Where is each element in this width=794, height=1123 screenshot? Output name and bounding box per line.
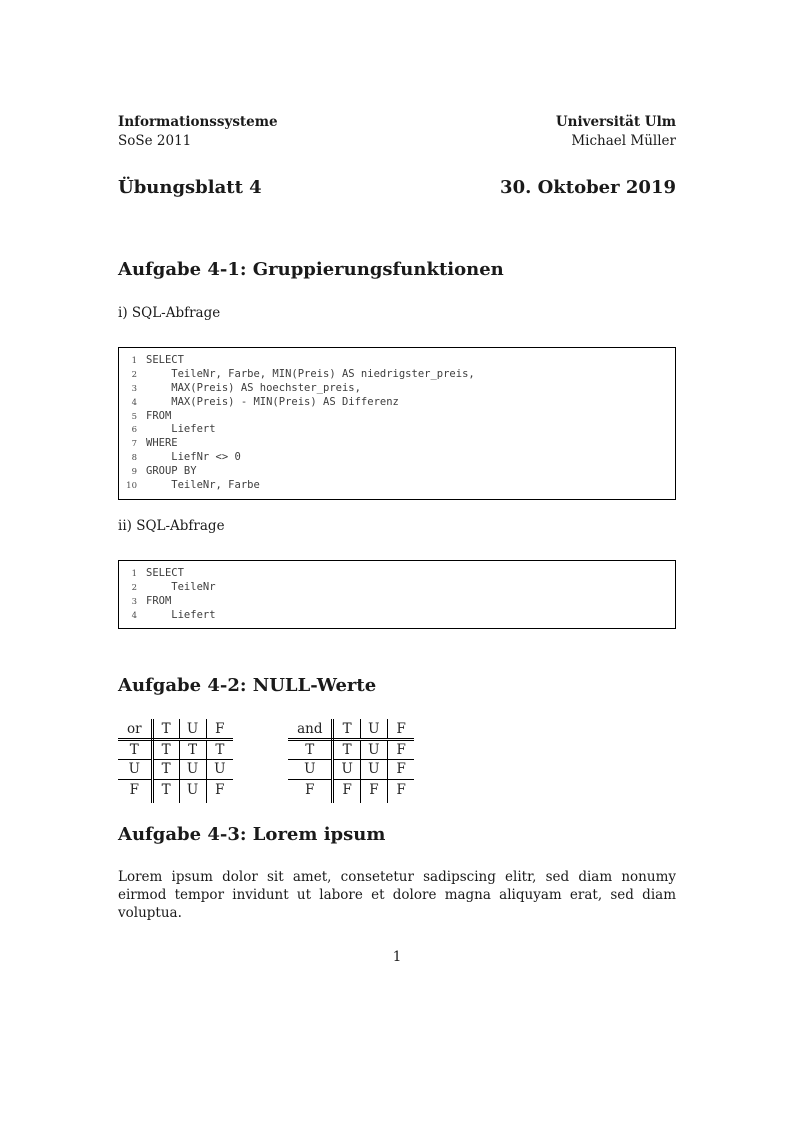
truth-cell: T bbox=[179, 739, 206, 759]
code-text: FROM bbox=[146, 594, 172, 607]
operator-label: or bbox=[118, 719, 152, 739]
code-line bbox=[126, 581, 667, 595]
university-name: Universität Ulm bbox=[555, 114, 676, 130]
row-label: T bbox=[288, 739, 333, 759]
truth-cell: U bbox=[206, 759, 233, 779]
row-label: F bbox=[118, 779, 152, 803]
truth-cell: U bbox=[179, 779, 206, 803]
line-number: 5 bbox=[131, 411, 137, 422]
line-number: 1 bbox=[131, 568, 137, 579]
truth-table-row bbox=[288, 779, 414, 803]
code-line bbox=[126, 465, 667, 479]
truth-tables-row bbox=[118, 719, 676, 803]
operator-label: and bbox=[288, 719, 333, 739]
code-text: FROM bbox=[146, 409, 172, 422]
truth-cell: T bbox=[152, 739, 179, 759]
truth-cell: U bbox=[333, 759, 360, 779]
line-number: 10 bbox=[126, 481, 137, 492]
code-text: TeileNr bbox=[146, 580, 216, 593]
truth-header-cell: U bbox=[179, 719, 206, 739]
line-number: 2 bbox=[131, 369, 137, 380]
code-line bbox=[126, 437, 667, 451]
code-text: TeileNr, Farbe bbox=[146, 479, 260, 492]
header-right bbox=[556, 113, 676, 150]
truth-cell: T bbox=[152, 779, 179, 803]
truth-table-row bbox=[118, 739, 233, 759]
line-number: 2 bbox=[131, 582, 137, 593]
truth-cell: U bbox=[360, 759, 387, 779]
truth-cell: F bbox=[387, 739, 414, 759]
sql-listing-1 bbox=[118, 347, 676, 500]
code-line bbox=[126, 368, 667, 382]
code-line bbox=[126, 396, 667, 410]
row-label: F bbox=[288, 779, 333, 803]
code-text: LiefNr <> 0 bbox=[146, 451, 241, 464]
code-line bbox=[126, 595, 667, 609]
section-heading-aufgabe-4-3: Aufgabe 4-3: Lorem ipsum bbox=[118, 824, 386, 846]
line-number: 3 bbox=[131, 383, 137, 394]
truth-table-and bbox=[288, 719, 414, 803]
truth-table-row bbox=[118, 779, 233, 803]
code-text: TeileNr, Farbe, MIN(Preis) AS niedrigster_preis, bbox=[146, 367, 475, 380]
sql-listing-2 bbox=[118, 560, 676, 630]
truth-table-row bbox=[288, 739, 414, 759]
row-label: U bbox=[288, 759, 333, 779]
code-line bbox=[126, 410, 667, 424]
line-number: 4 bbox=[131, 610, 137, 621]
title-row bbox=[118, 176, 676, 199]
code-line bbox=[126, 609, 667, 623]
code-text: Liefert bbox=[146, 608, 216, 621]
truth-header-cell: F bbox=[206, 719, 233, 739]
semester-label: SoSe 2011 bbox=[118, 133, 192, 149]
truth-table-header-row bbox=[288, 719, 414, 739]
truth-cell: F bbox=[387, 779, 414, 803]
header-left bbox=[118, 113, 278, 150]
line-number: 6 bbox=[131, 425, 137, 436]
line-number: 7 bbox=[131, 439, 137, 450]
line-number: 9 bbox=[131, 467, 137, 478]
truth-cell: T bbox=[333, 739, 360, 759]
code-line bbox=[126, 479, 667, 493]
truth-cell: F bbox=[387, 759, 414, 779]
row-label: T bbox=[118, 739, 152, 759]
code-line bbox=[126, 423, 667, 437]
author-name: Michael Müller bbox=[571, 133, 676, 149]
truth-table-row bbox=[118, 759, 233, 779]
code-text: MAX(Preis) AS hoechster_preis, bbox=[146, 381, 361, 394]
truth-cell: T bbox=[152, 759, 179, 779]
code-text: GROUP BY bbox=[146, 465, 197, 478]
truth-cell: F bbox=[360, 779, 387, 803]
truth-cell: F bbox=[206, 779, 233, 803]
code-line bbox=[126, 451, 667, 465]
subsection-label-i: i) SQL-Abfrage bbox=[118, 305, 221, 321]
truth-header-cell: T bbox=[333, 719, 360, 739]
section-heading-aufgabe-4-2: Aufgabe 4-2: NULL-Werte bbox=[118, 675, 377, 697]
line-number: 4 bbox=[131, 397, 137, 408]
truth-table-header-row bbox=[118, 719, 233, 739]
truth-header-cell: T bbox=[152, 719, 179, 739]
line-number: 1 bbox=[131, 356, 137, 366]
line-number: 8 bbox=[131, 453, 137, 464]
code-line bbox=[126, 567, 667, 581]
truth-header-cell: F bbox=[387, 719, 414, 739]
page-number: 1 bbox=[392, 949, 402, 965]
code-text: Liefert bbox=[146, 423, 216, 436]
sheet-title: Übungsblatt 4 bbox=[118, 177, 262, 198]
truth-cell: T bbox=[206, 739, 233, 759]
truth-header-cell: U bbox=[360, 719, 387, 739]
truth-table-row bbox=[288, 759, 414, 779]
truth-cell: F bbox=[333, 779, 360, 803]
code-line bbox=[126, 382, 667, 396]
course-name: Informationssysteme bbox=[118, 114, 278, 130]
lorem-ipsum-paragraph: Lorem ipsum dolor sit amet, consetetur sadipscing elitr, sed diam nonumy eirmod tempor invidunt ut labore et dolore magna aliquyam erat, sed diam voluptua. bbox=[118, 869, 676, 922]
subsection-label-ii: ii) SQL-Abfrage bbox=[118, 517, 225, 534]
code-text: MAX(Preis) - MIN(Preis) AS Differenz bbox=[146, 395, 399, 408]
truth-cell: U bbox=[360, 739, 387, 759]
sheet-date: 30. Oktober 2019 bbox=[500, 177, 676, 198]
section-heading-aufgabe-4-1: Aufgabe 4-1: Gruppierungsfunktionen bbox=[118, 259, 504, 280]
code-text: SELECT bbox=[146, 566, 184, 579]
row-label: U bbox=[118, 759, 152, 779]
code-text: WHERE bbox=[146, 437, 178, 450]
code-text: SELECT bbox=[146, 354, 184, 366]
truth-cell: U bbox=[179, 759, 206, 779]
document-header bbox=[118, 113, 676, 150]
truth-table-or bbox=[118, 719, 233, 803]
code-line bbox=[126, 354, 667, 368]
line-number: 3 bbox=[131, 596, 137, 607]
